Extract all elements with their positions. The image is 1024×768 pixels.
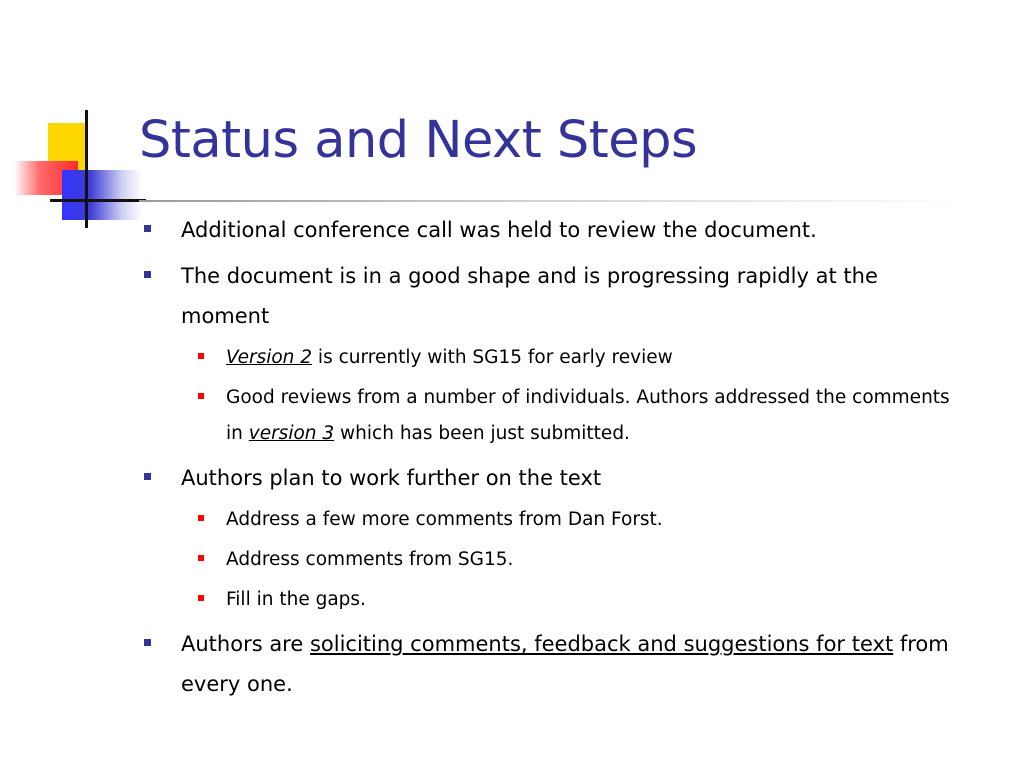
sub-bullet-item (141, 582, 951, 618)
bullet-text: Authors plan to work further on the text (181, 466, 602, 490)
sub-bullet-text: Good reviews from a number of individuals. Authors addressed the comments in (226, 387, 950, 444)
sub-bullet-text: which has been just submitted. (334, 423, 630, 444)
sub-bullet-item (141, 380, 951, 452)
slide-logo-graphic (0, 0, 150, 240)
sub-bullet-item (141, 502, 951, 538)
sub-bullet-text: Address comments from SG15. (226, 549, 514, 570)
square-bullet-icon (144, 639, 151, 646)
bullet-text: The document is in a good shape and is progressing rapidly at the moment (181, 264, 878, 328)
logo-horizontal-line (50, 199, 146, 202)
version-2-link[interactable]: Version 2 (226, 347, 313, 368)
sub-bullet-item (141, 340, 951, 376)
bullet-text: Additional conference call was held to review the document. (181, 218, 817, 242)
red-square-bullet-icon (198, 555, 204, 561)
version-3-link[interactable]: version 3 (248, 423, 335, 444)
soliciting-comments-link[interactable]: soliciting comments, feedback and suggestions for text (309, 632, 894, 656)
slide-title: Status and Next Steps (139, 111, 698, 170)
title-underline-rule (139, 200, 969, 202)
red-square-bullet-icon (198, 393, 204, 399)
sub-bullet-text: Address a few more comments from Dan Forst. (226, 509, 663, 530)
slide-body (141, 210, 951, 704)
red-square-bullet-icon (198, 595, 204, 601)
sub-bullet-item (141, 542, 951, 578)
bullet-item (141, 210, 951, 250)
sub-bullet-text: Fill in the gaps. (226, 589, 366, 610)
bullet-item (141, 256, 951, 336)
square-bullet-icon (144, 271, 151, 278)
bullet-text: from every one. (181, 632, 949, 696)
bullet-text: Authors are (181, 632, 310, 656)
red-square-bullet-icon (198, 515, 204, 521)
bullet-item (141, 458, 951, 498)
square-bullet-icon (144, 225, 151, 232)
logo-blue-square (62, 170, 142, 220)
logo-vertical-line (85, 110, 88, 228)
bullet-item (141, 624, 951, 704)
sub-bullet-text: is currently with SG15 for early review (312, 347, 673, 368)
red-square-bullet-icon (198, 353, 204, 359)
square-bullet-icon (144, 473, 151, 480)
